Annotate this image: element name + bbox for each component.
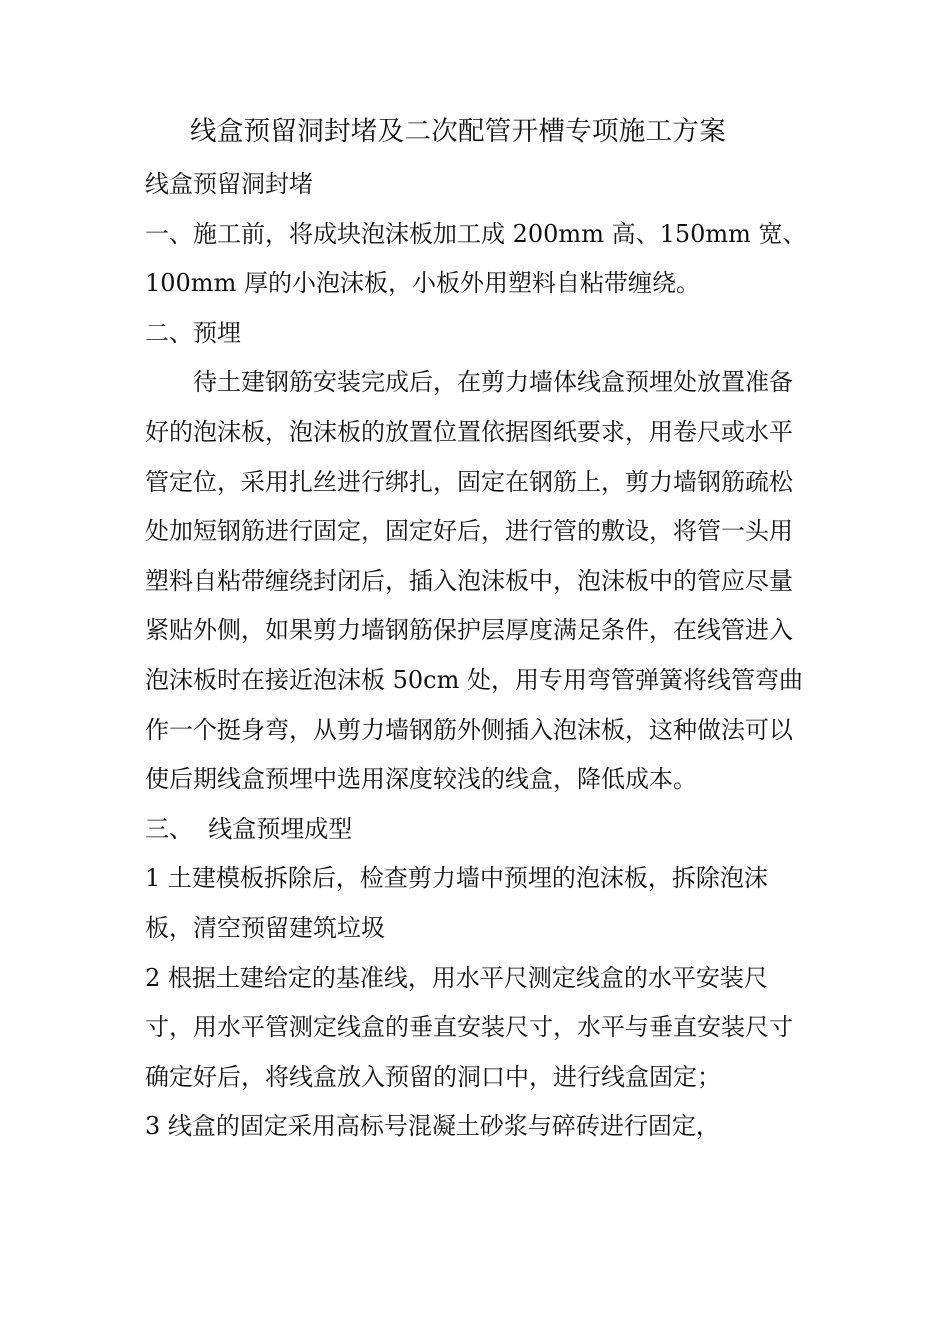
paragraph-item-2-body: 待土建钢筋安装完成后，在剪力墙体线盒预埋处放置准备好的泡沫板，泡沫板的放置位置依据图纸要求，用卷尺或水平管定位，采用扎丝进行绑扎，固定在钢筋上，剪力墙钢筋疏松处加短钢筋进行固定，固定好后，进行管的敷设，将管一头用塑料自粘带缠绕封闭后，插入泡沫板中，泡沫板中的管应尽量紧贴外侧，如果剪力墙钢筋保护层厚度满足条件，在线管进入泡沫板时在接近泡沫板 50cm 处，用专用弯管弹簧将线管弯曲作一个挺身弯，从剪力墙钢筋外侧插入泡沫板，这种做法可以使后期线盒预埋中选用深度较浅的线盒，降低成本。: [145, 368, 803, 794]
section-title: 线盒预留洞封堵: [145, 170, 313, 198]
item-2-heading: 二、预埋: [145, 318, 241, 347]
paragraph-step-2: 2 根据土建给定的基准线，用水平尺测定线盒的水平安装尺寸，用水平管测定线盒的垂直安装尺寸，水平与垂直安装尺寸确定好后，将线盒放入预留的洞口中，进行线盒固定；: [145, 963, 793, 1091]
paragraph-item-1: 一、施工前，将成块泡沫板加工成 200mm 高、150mm 宽、100mm 厚的小泡沫板，小板外用塑料自粘带缠绕。: [145, 219, 807, 298]
paragraph-step-1: 1 土建模板拆除后，检查剪力墙中预埋的泡沫板，拆除泡沫板，清空预留建筑垃圾: [145, 864, 768, 942]
item-3-heading: 三、 线盒预埋成型: [145, 814, 353, 843]
paragraph-step-3: 3 线盒的固定采用高标号混凝土砂浆与碎砖进行固定，: [145, 1112, 720, 1141]
document-body: [145, 160, 810, 1152]
document-title: 线盒预留洞封堵及二次配管开槽专项施工方案: [190, 116, 726, 147]
